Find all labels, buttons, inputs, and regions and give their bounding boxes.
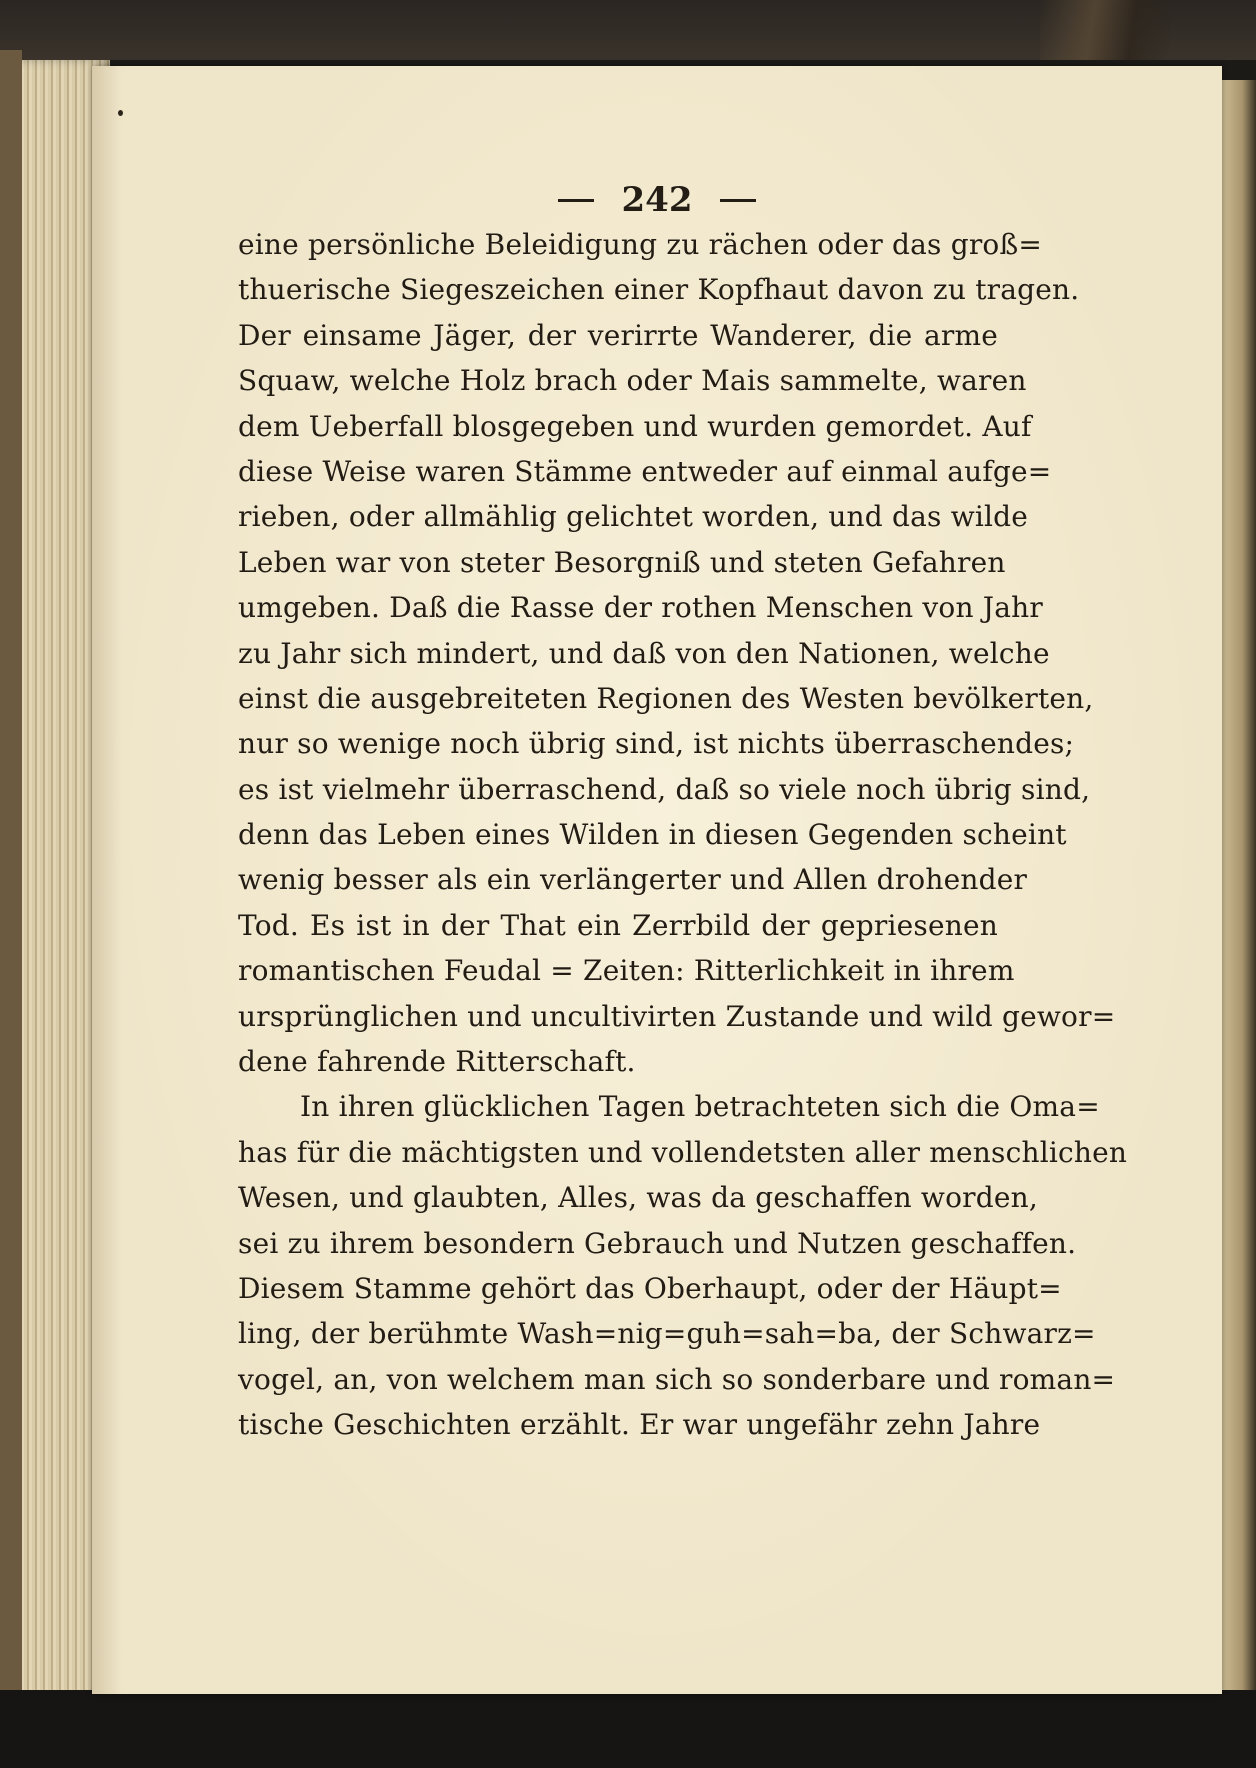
text-line: Wesen, und glaubten, Alles, was da geschaffen worden,	[238, 1181, 1038, 1215]
text-line: Squaw, welche Holz brach oder Mais sammelte, waren	[238, 364, 1027, 398]
text-line: Tod. Es ist in der That ein Zerrbild der gepriesenen	[238, 908, 998, 942]
text-line: sei zu ihrem besondern Gebrauch und Nutzen geschaffen.	[238, 1226, 1077, 1260]
text-line: tische Geschichten erzählt. Er war ungefähr zehn Jahre	[238, 1408, 1041, 1442]
text-line: vogel, an, von welchem man sich so sonderbare und roman=	[238, 1362, 1116, 1396]
text-line: rieben, oder allmählig gelichtet worden, und das wilde	[238, 500, 1029, 534]
page-header	[92, 180, 1222, 220]
text-line: es ist vielmehr überraschend, daß so viele noch übrig sind,	[238, 772, 1091, 806]
text-line: romantischen Feudal = Zeiten: Ritterlichkeit in ihrem	[238, 954, 1015, 988]
ink-speck	[118, 110, 123, 116]
bookmark-ribbon	[1040, 0, 1170, 60]
book-binding	[0, 50, 22, 1700]
text-line: denn das Leben eines Wilden in diesen Gegenden scheint	[238, 818, 1067, 852]
bottom-background	[0, 1690, 1256, 1768]
text-line: Diesem Stamme gehört das Oberhaupt, oder der Häupt=	[238, 1271, 1062, 1305]
text-line: dem Ueberfall blosgegeben und wurden gemordet. Auf	[238, 409, 1032, 443]
header-dash-right	[720, 199, 756, 202]
text-line: umgeben. Daß die Rasse der rothen Menschen von Jahr	[238, 591, 1043, 625]
text-line: einst die ausgebreiteten Regionen des Westen bevölkerten,	[238, 681, 1094, 715]
text-line: thuerische Siegeszeichen einer Kopfhaut davon zu tragen.	[238, 273, 1080, 307]
text-line: ursprünglichen und uncultivirten Zustande und wild gewor=	[238, 999, 1116, 1033]
body-text	[238, 222, 1128, 1448]
text-line: Leben war von steter Besorgniß und steten Gefahren	[238, 545, 1006, 579]
right-page-edge	[1222, 80, 1256, 1700]
text-line: dene fahrende Ritterschaft.	[238, 1045, 636, 1079]
text-line: In ihren glücklichen Tagen betrachteten sich die Oma=	[300, 1090, 1100, 1124]
text-line: nur so wenige noch übrig sind, ist nichts überraschendes;	[238, 727, 1075, 761]
text-line: wenig besser als ein verlängerter und Allen drohender	[238, 863, 1028, 897]
text-line: Der einsame Jäger, der verirrte Wanderer, die arme	[238, 318, 998, 352]
header-dash-left	[558, 199, 594, 202]
text-line: diese Weise waren Stämme entweder auf einmal aufge=	[238, 454, 1052, 488]
page-number: 242	[621, 180, 693, 220]
text-line: zu Jahr sich mindert, und daß von den Nationen, welche	[238, 636, 1050, 670]
text-line: has für die mächtigsten und vollendetsten aller menschlichen	[238, 1135, 1128, 1169]
text-line: eine persönliche Beleidigung zu rächen oder das groß=	[238, 228, 1043, 261]
text-line: ling, der berühmte Wash=nig=guh=sah=ba, der Schwarz=	[238, 1317, 1096, 1351]
